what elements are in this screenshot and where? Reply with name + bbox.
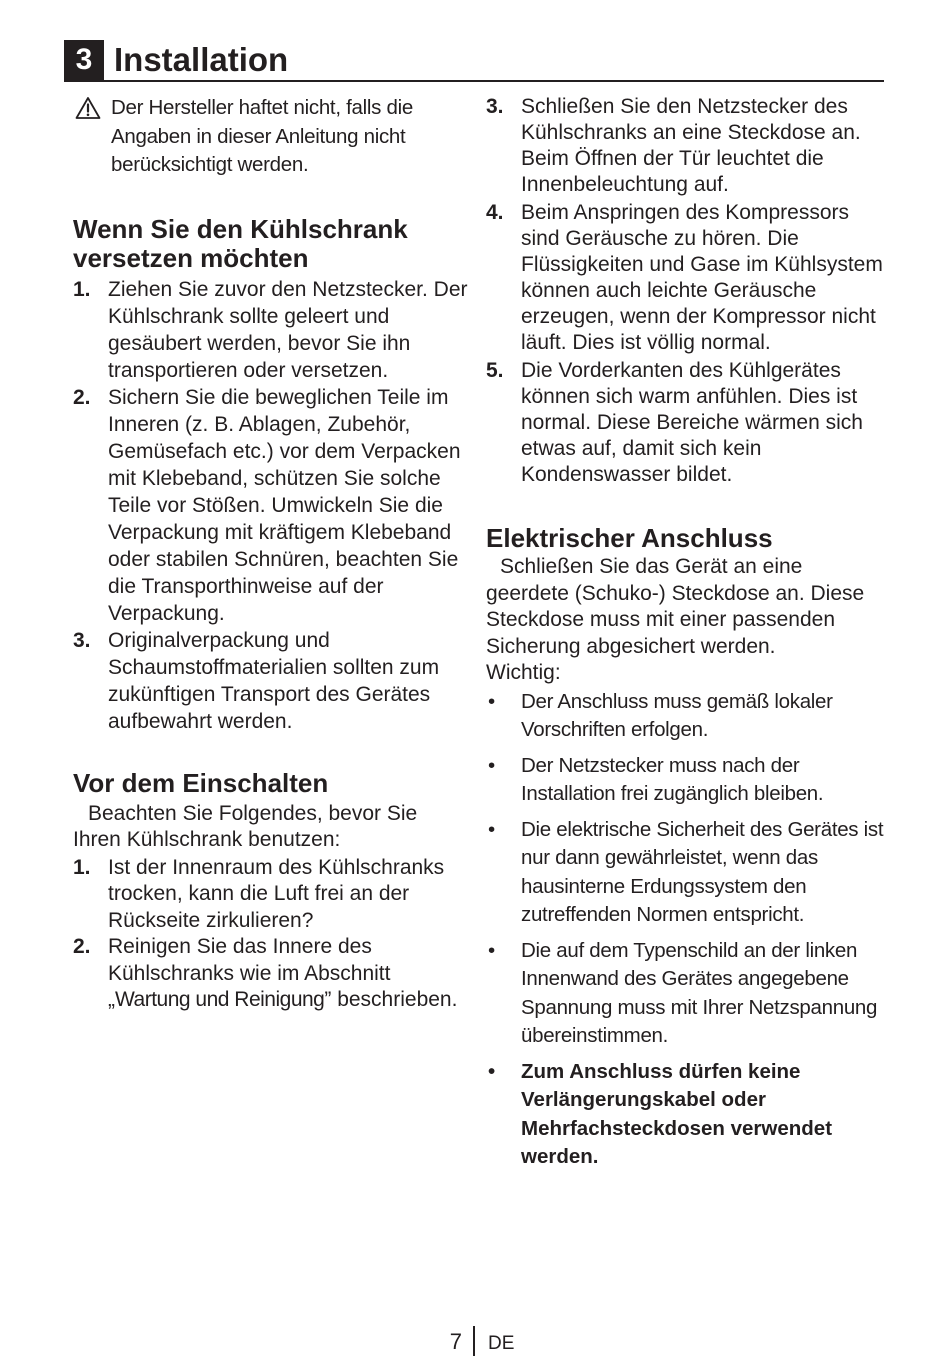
bullet-icon: • [488,689,495,713]
item-text: Die Vorderkanten des Kühlgerätes können sich warm anfühlen. Dies ist normal. Diese Bereiche wärmen sich etwas auf, damit sich kein Kondenswasser bildet. [521,359,863,486]
bullet-text: Die elektrische Sicherheit des Gerätes ist nur dann gewährleistet, wenn das hausinterne Erdungssystem den zutreffenden Normen entspricht. [521,817,884,926]
language-code: DE [488,1333,515,1354]
item-number: 3. [73,628,91,652]
before-list-continued [486,94,886,488]
item-text: Ziehen Sie zuvor den Netzstecker. Der Kühlschrank sollte geleert und gesäubert werden, bevor Sie ihn transportieren oder versetzen. [108,277,468,382]
bullet-icon: • [488,817,495,841]
item-text: Originalverpackung und Schaumstoffmaterialien sollten zum zukünftigen Transport des Gerätes aufbewahrt werden. [108,628,440,733]
list-item [486,358,886,488]
list-item [486,94,886,198]
item-text: Beim Anspringen des Kompressors sind Geräusche zu hören. Die Flüssigkeiten und Gase im Kühlsystem können auch leichte Geräusche erzeugen, wenn der Kompressor nicht läuft. Dies ist völlig normal. [521,201,883,354]
item-number: 5. [486,359,504,382]
item-text: Sichern Sie die beweglichen Teile im Inneren (z. B. Ablagen, Zubehör, Gemüsefach etc.) vor dem Verpacken mit Klebeband, schützen Sie solche Teile vor Stößen. Umwickeln Sie die Verpackung mit kräftigem Klebeband oder stabilen Schnüren, beachten Sie die Transporthinweise auf der Verpackung. [108,385,461,625]
chapter-number: 3 [64,40,104,80]
list-item [73,855,468,935]
list-item [73,627,468,735]
list-item [73,934,468,1014]
list-item [486,200,886,356]
bullet-icon: • [488,1059,496,1083]
page-number: 7 [449,1329,462,1354]
electrical-intro: Schließen Sie das Gerät an eine geerdete (Schuko-) Steckdose an. Diese Steckdose muss mit einer passenden Sicherung abgesichert werden. [486,555,865,658]
heading-electrical-connection: Elektrischer Anschluss [486,523,773,553]
item-text: ” beschrieben. [324,988,458,1011]
warning-note [73,94,468,180]
moving-list [73,276,468,735]
chapter-title: Installation [114,41,289,78]
bullet-text: Der Netzstecker muss nach der Installation frei zugänglich bleiben. [521,753,824,805]
list-item [486,816,886,930]
list-item [73,384,468,627]
electrical-bullets [486,688,886,1172]
footer-divider [473,1326,475,1356]
list-item [73,276,468,384]
item-number: 4. [486,201,504,224]
item-number: 1. [73,277,91,301]
bullet-text: Zum Anschluss dürfen keine Verlängerungskabel oder Mehrfachsteckdosen verwendet werden. [521,1059,833,1168]
list-item [486,1058,886,1172]
bullet-icon: • [488,753,495,777]
item-number: 3. [486,95,504,118]
warning-triangle-icon [75,96,101,120]
before-intro: Beachten Sie Folgendes, bevor Sie Ihren Kühlschrank benutzen: [73,801,418,851]
item-text: Ist der Innenraum des Kühlschranks trocken, kann die Luft frei an der Rückseite zirkulieren? [108,855,445,932]
important-label: Wichtig: [486,661,561,684]
list-item [486,752,886,809]
list-item [486,688,886,745]
heading-before-switching-on: Vor dem Einschalten [73,767,329,798]
bullet-icon: • [488,938,495,962]
right-column [486,94,886,1172]
warning-text: Der Hersteller haftet nicht, falls die Angaben in dieser Anleitung nicht berücksichtigt werden. [111,96,413,176]
left-column [73,94,468,1014]
chapter-header [64,40,884,82]
heading-moving: Wenn Sie den Kühlschrank versetzen möchten [73,213,408,273]
item-text: Reinigen Sie das Innere des Kühlschranks wie im Abschnitt „ [108,935,391,1011]
item-number: 2. [73,385,91,409]
item-text: Schließen Sie den Netzstecker des Kühlschranks an eine Steckdose an. Beim Öffnen der Tür leuchtet die Innenbeleuchtung auf. [521,95,861,196]
bullet-text: Der Anschluss muss gemäß lokaler Vorschriften erfolgen. [521,689,833,741]
list-item [486,937,886,1051]
page-footer [0,1326,950,1358]
item-number: 2. [73,935,91,958]
section-reference: Wartung und Reinigung [115,988,325,1011]
bullet-text: Die auf dem Typenschild an der linken Innenwand des Gerätes angegebene Spannung muss mit Ihrer Netzspannung übereinstimmen. [521,938,878,1047]
item-number: 1. [73,855,91,879]
before-list [73,855,468,1014]
